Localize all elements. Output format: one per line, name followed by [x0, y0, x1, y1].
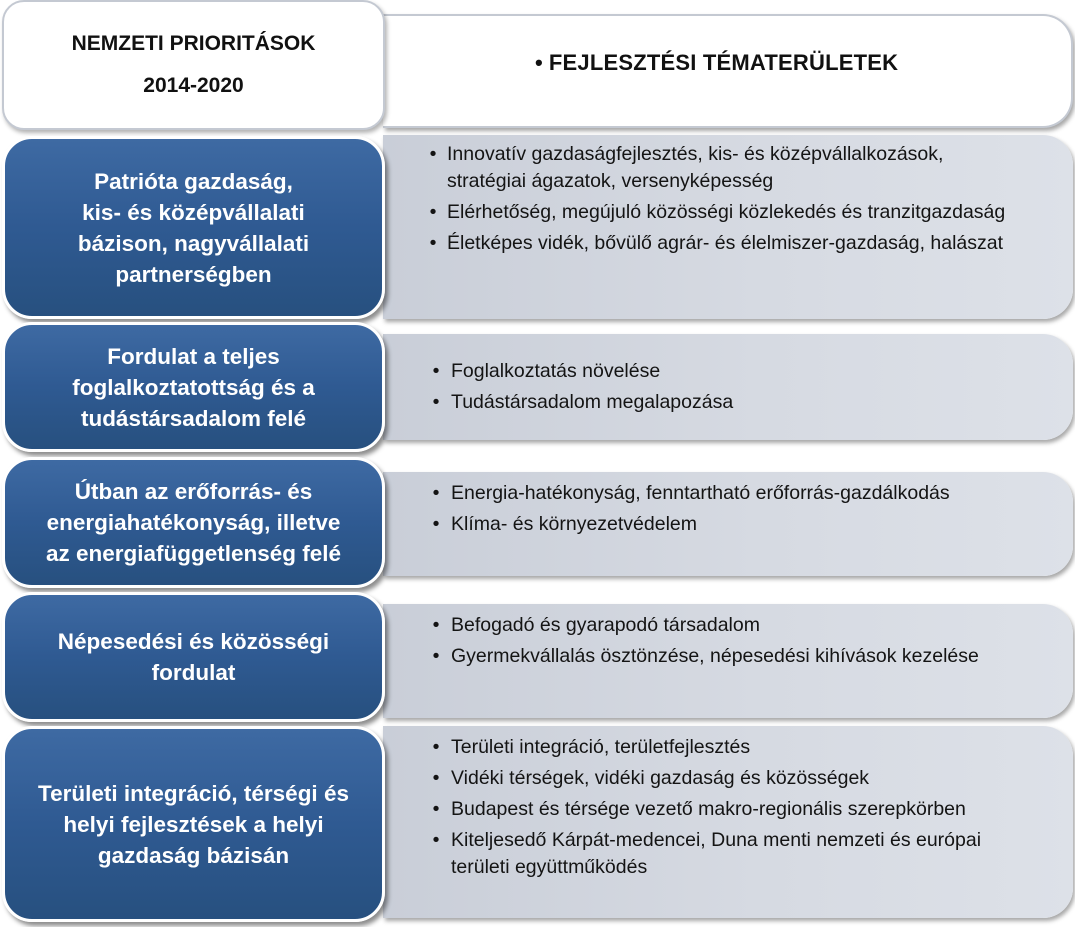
topic-item: • Elérhetőség, megújuló közösségi közlekedés és tranzitgazdaság — [425, 199, 1023, 226]
topic-item: • Energia-hatékonyság, fenntartható erőforrás-gazdálkodás — [425, 480, 1023, 507]
topics-header-title — [523, 42, 910, 84]
priorities-header-box — [2, 0, 385, 130]
bullet-icon: • — [429, 201, 437, 223]
topic-item: • Vidéki térségek, vidéki gazdaság és közösségek — [425, 765, 1023, 792]
topic-item: • Foglalkoztatás növelése — [425, 358, 1023, 385]
priority-label: Útban az erőforrás- és energiahatékonyság, illetve az energiafüggetlenség felé — [45, 479, 342, 566]
topics-list-5 — [425, 734, 1023, 885]
bullet-icon: • — [432, 391, 440, 413]
topic-item: • Befogadó és gyarapodó társadalom — [425, 612, 1023, 639]
topic-item: • Budapest és térsége vezető makro-regionális szerepkörben — [425, 796, 1023, 823]
priority-box-3 — [2, 457, 385, 588]
bullet-icon: • — [429, 232, 437, 254]
topics-panel-5 — [383, 726, 1073, 918]
bullet-icon: • — [432, 645, 440, 667]
topic-item: • Klíma- és környezetvédelem — [425, 511, 1023, 538]
topic-item: • Életképes vidék, bővülő agrár- és élelmiszer-gazdaság, halászat — [425, 230, 1023, 257]
bullet-icon: • — [432, 482, 440, 504]
topics-list-1 — [425, 141, 1023, 261]
bullet-icon: • — [432, 767, 440, 789]
priority-box-2 — [2, 322, 385, 452]
bullet-icon: • — [432, 798, 440, 820]
topics-panel-2 — [383, 334, 1073, 440]
priority-label: Fordulat a teljes foglalkoztatottság és a tudástársadalom felé — [72, 343, 315, 431]
topics-panel-3 — [383, 472, 1073, 576]
priorities-header-title: NEMZETI PRIORITÁSOK 2014-2020 — [71, 32, 316, 97]
priority-box-1 — [2, 136, 385, 319]
topics-header-panel — [383, 14, 1073, 128]
topics-list-3 — [425, 480, 1023, 542]
topics-panel-1 — [383, 135, 1073, 319]
priority-label: Területi integráció, térségi és helyi fejlesztések a helyi gazdaság bázisán — [38, 780, 349, 868]
bullet-icon: • — [432, 360, 440, 382]
bullet-icon: • — [535, 50, 543, 75]
priority-label: Patrióta gazdaság, kis- és középvállalati bázison, nagyvállalati partnerségben — [77, 168, 310, 287]
topic-item: • Kiteljesedő Kárpát-medencei, Duna menti nemzeti és európai területi együttműködés — [425, 827, 1023, 881]
topic-item: • Innovatív gazdaságfejlesztés, kis- és középvállalkozások, stratégiai ágazatok, versenyképesség — [425, 141, 1023, 195]
bullet-icon: • — [429, 143, 437, 165]
bullet-icon: • — [432, 614, 440, 636]
topics-header-label: FEJLESZTÉSI TÉMATERÜLETEK — [548, 50, 899, 75]
bullet-icon: • — [432, 513, 440, 535]
topic-item: • Gyermekvállalás ösztönzése, népesedési kihívások kezelése — [425, 643, 1023, 670]
topics-list-4 — [425, 612, 1023, 674]
topics-list-2 — [425, 358, 1023, 420]
topic-item: • Területi integráció, területfejlesztés — [425, 734, 1023, 761]
priority-box-5 — [2, 726, 385, 922]
priority-label: Népesedési és közösségi fordulat — [57, 629, 330, 685]
topics-panel-4 — [383, 604, 1073, 718]
priority-box-4 — [2, 592, 385, 722]
bullet-icon: • — [432, 829, 440, 851]
bullet-icon: • — [432, 736, 440, 758]
topic-item: • Tudástársadalom megalapozása — [425, 389, 1023, 416]
